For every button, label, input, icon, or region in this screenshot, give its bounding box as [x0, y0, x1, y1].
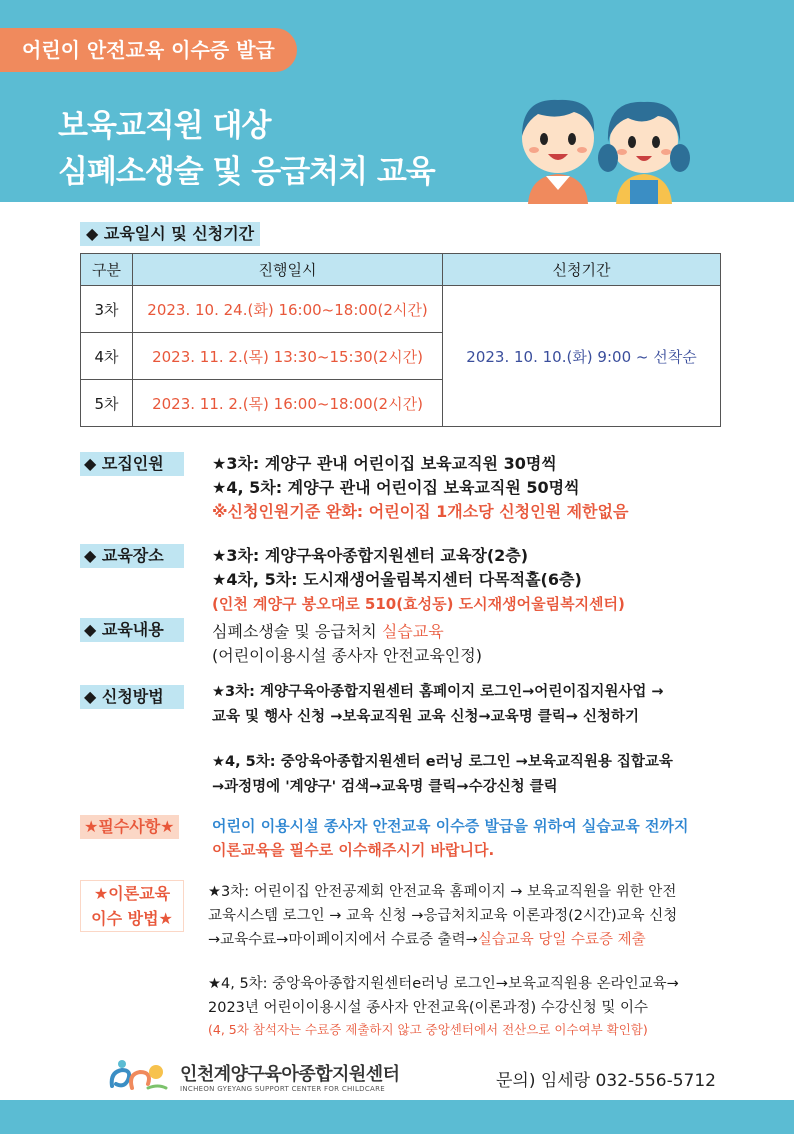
datetime-cell: 2023. 11. 2.(목) 13:30~15:30(2시간) [133, 333, 443, 380]
recruit-section-label: ◆ 모집인원 [80, 452, 184, 476]
page-title-line1: 보육교직원 대상 [58, 108, 271, 144]
org-name-english: INCHEON GYEYANG SUPPORT CENTER FOR CHILDCARE [180, 1085, 386, 1093]
header-cell: 신청기간 [443, 254, 721, 286]
content-text: 심폐소생술 및 응급처치 [212, 622, 382, 641]
place-line: ★3차: 계양구육아종합지원센터 교육장(2층) [212, 546, 529, 565]
contact-info: 문의) 임세랑 032-556-5712 [496, 1071, 716, 1091]
apply-block [212, 680, 673, 800]
theory-line: ★3차: 어린이집 안전공제회 안전교육 홈페이지 → 보육교직원을 위한 안전 [208, 884, 677, 900]
apply-section-label: ◆ 신청방법 [80, 685, 184, 709]
round-cell: 4차 [81, 333, 133, 380]
header-banner [0, 0, 794, 202]
apply-line: 교육 및 행사 신청 →보육교직원 교육 신청→교육명 클릭→ 신청하기 [212, 709, 640, 725]
theory-label-line: 이수 방법★ [91, 909, 173, 928]
content-line [212, 620, 482, 644]
org-name: 인천계양구육아종합지원센터 [180, 1064, 400, 1085]
theory-text: →교육수료→마이페이지에서 수료증 출력→ [208, 932, 478, 948]
two-children-illustration [508, 92, 698, 204]
theory-line: ★4, 5차: 중앙육아종합지원센터e러닝 로그인→보육교직원용 온라인교육→ [208, 976, 679, 992]
place-section-label: ◆ 교육장소 [80, 544, 184, 568]
table-row [81, 286, 721, 333]
apply-line: ★3차: 계양구육아종합지원센터 홈페이지 로그인→어린이집지원사업 → [212, 684, 664, 700]
page-title-line2: 심폐소생술 및 응급처치 교육 [58, 154, 435, 190]
recruit-line: ★4, 5차: 계양구 관내 어린이집 보육교직원 50명씩 [212, 478, 580, 497]
theory-block [208, 880, 679, 1040]
theory-highlight: 실습교육 당일 수료증 제출 [477, 932, 646, 948]
header-badge: 어린이 안전교육 이수증 발급 [0, 28, 297, 72]
schedule-section-label: ◆ 교육일시 및 신청기간 [80, 222, 260, 246]
theory-note: (4, 5차 참석자는 수료증 제출하지 않고 중앙센터에서 전산으로 이수여부 확인함) [208, 1022, 648, 1037]
table-header-row [81, 254, 721, 286]
required-section-label: ★필수사항★ [80, 815, 179, 839]
place-line: ★4차, 5차: 도시재생어울림복지센터 다목적홀(6층) [212, 570, 582, 589]
round-cell: 3차 [81, 286, 133, 333]
header-cell: 진행일시 [133, 254, 443, 286]
recruit-line: ★3차: 계양구 관내 어린이집 보육교직원 30명씩 [212, 454, 557, 473]
content-note: (어린이이용시설 종사자 안전교육인정) [212, 646, 482, 665]
apply-line: ★4, 5차: 중앙육아종합지원센터 e러닝 로그인 →보육교직원용 집합교육 [212, 754, 673, 770]
childcare-center-logo [108, 1058, 170, 1094]
recruit-block [212, 452, 628, 524]
theory-line: 교육시스템 로그인 → 교육 신청 →응급처치교육 이론과정(2시간)교육 신청 [208, 908, 678, 924]
theory-section-label [80, 880, 184, 932]
content-section-label: ◆ 교육내용 [80, 618, 184, 642]
datetime-cell: 2023. 11. 2.(목) 16:00~18:00(2시간) [133, 380, 443, 427]
datetime-cell: 2023. 10. 24.(화) 16:00~18:00(2시간) [133, 286, 443, 333]
recruit-note: ※신청인원기준 완화: 어린이집 1개소당 신청인원 제한없음 [212, 502, 629, 521]
round-cell: 5차 [81, 380, 133, 427]
footer-band [0, 1100, 794, 1134]
place-block [212, 544, 625, 616]
content-block [212, 620, 482, 668]
place-address: (인천 계양구 봉오대로 510(효성동) 도시재생어울림복지센터) [212, 595, 625, 613]
schedule-table [80, 253, 721, 427]
apply-period-cell: 2023. 10. 10.(화) 9:00 ~ 선착순 [443, 286, 721, 427]
required-block [212, 814, 688, 862]
theory-label-line: ★이론교육 [93, 884, 171, 903]
required-line: 이론교육을 필수로 이수해주시기 바랍니다. [212, 841, 495, 859]
theory-line: 2023년 어린이이용시설 종사자 안전교육(이론과정) 수강신청 및 이수 [208, 1000, 649, 1016]
apply-line: →과정명에 '계양구' 검색→교육명 클릭→수강신청 클릭 [212, 779, 558, 795]
header-cell: 구분 [81, 254, 133, 286]
theory-line [208, 928, 679, 952]
content-highlight: 실습교육 [381, 622, 444, 641]
required-line: 어린이 이용시설 종사자 안전교육 이수증 발급을 위하여 실습교육 전까지 [212, 817, 689, 835]
